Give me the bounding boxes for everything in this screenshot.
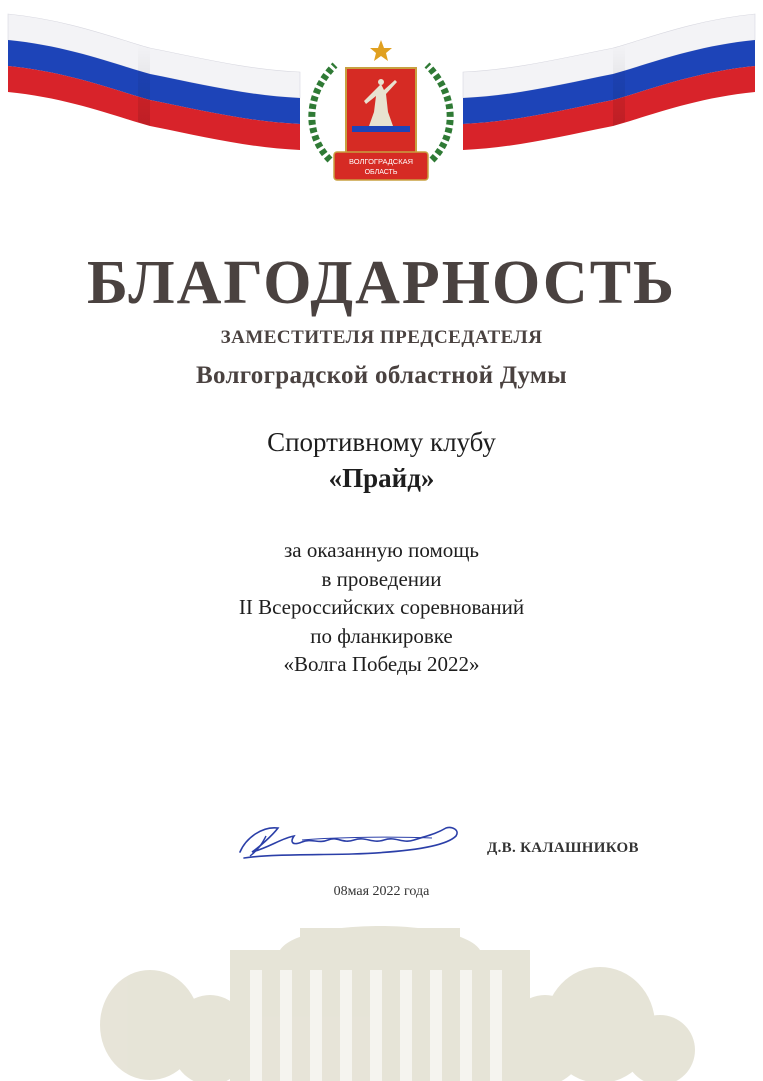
recipient-name: «Прайд» xyxy=(328,463,435,493)
reason-line: «Волга Победы 2022» xyxy=(283,652,480,676)
flag-ribbon xyxy=(0,0,763,200)
duma-building-watermark xyxy=(0,900,763,1081)
reason-line: II Всероссийских соревнований xyxy=(238,595,525,619)
coat-of-arms xyxy=(312,40,450,180)
flag-ribbon-right xyxy=(463,14,755,150)
reason-line: в проведении xyxy=(321,566,442,591)
signer-name: Д.В. КАЛАШНИКОВ xyxy=(487,840,639,856)
reason-text xyxy=(0,536,763,679)
subtitle-position: ЗАМЕСТИТЕЛЯ ПРЕДСЕДАТЕЛЯ xyxy=(220,327,543,348)
recipient-line1: Спортивному клубу xyxy=(267,427,496,457)
flag-ribbon-left xyxy=(8,14,300,150)
handwritten-signature xyxy=(232,818,472,868)
reason-line: по фланкировке xyxy=(310,623,453,648)
reason-line: за оказанную помощь xyxy=(284,538,479,562)
emblem-banner-line2: ОБЛАСТЬ xyxy=(364,169,398,176)
star-icon xyxy=(370,40,392,61)
certificate-title: БЛАГОДАРНОСТЬ xyxy=(86,249,677,317)
emblem-banner-line1: ВОЛГОГРАДСКАЯ xyxy=(349,157,413,166)
subtitle-organization: Волгоградской областной Думы xyxy=(196,362,567,389)
issue-date: 08мая 2022 года xyxy=(333,884,430,899)
